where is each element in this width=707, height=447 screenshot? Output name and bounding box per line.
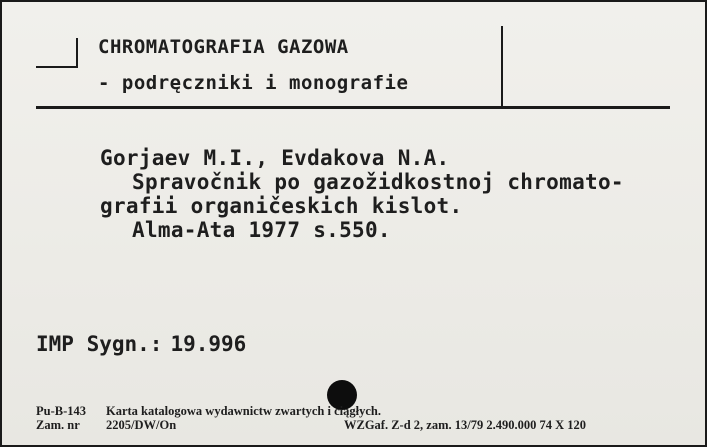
subject-heading: CHROMATOGRAFIA GAZOWA xyxy=(98,36,349,58)
footer-order-number: 2205/DW/On xyxy=(106,418,177,432)
corner-tick-mark xyxy=(36,38,78,68)
call-number-value: 19.996 xyxy=(170,332,247,356)
header-horizontal-rule xyxy=(36,106,670,109)
entry-title-line-1: Spravočnik po gazožidkostnoj chromato- xyxy=(132,170,624,194)
header-vertical-rule xyxy=(501,26,503,106)
call-number xyxy=(36,332,246,356)
footer-printer-info: WZGaf. Z-d 2, zam. 13/79 2.490.000 74 X 120 xyxy=(344,418,587,432)
subject-subdivision: - podręczniki i monografie xyxy=(98,72,409,94)
entry-imprint: Alma-Ata 1977 s.550. xyxy=(132,218,391,242)
call-number-label: IMP Sygn.: xyxy=(36,332,163,356)
footer-form-title: Karta katalogowa wydawnictw zwartych i ciągłych. xyxy=(106,404,381,418)
footer-order-label: Zam. nr xyxy=(36,418,80,432)
entry-title-line-2: grafii organičeskich kislot. xyxy=(100,194,463,218)
footer-line-1 xyxy=(36,404,381,419)
footer-form-code: Pu-B-143 xyxy=(36,404,86,418)
footer-line-2 xyxy=(36,418,176,433)
entry-author: Gorjaev M.I., Evdakova N.A. xyxy=(100,146,450,170)
